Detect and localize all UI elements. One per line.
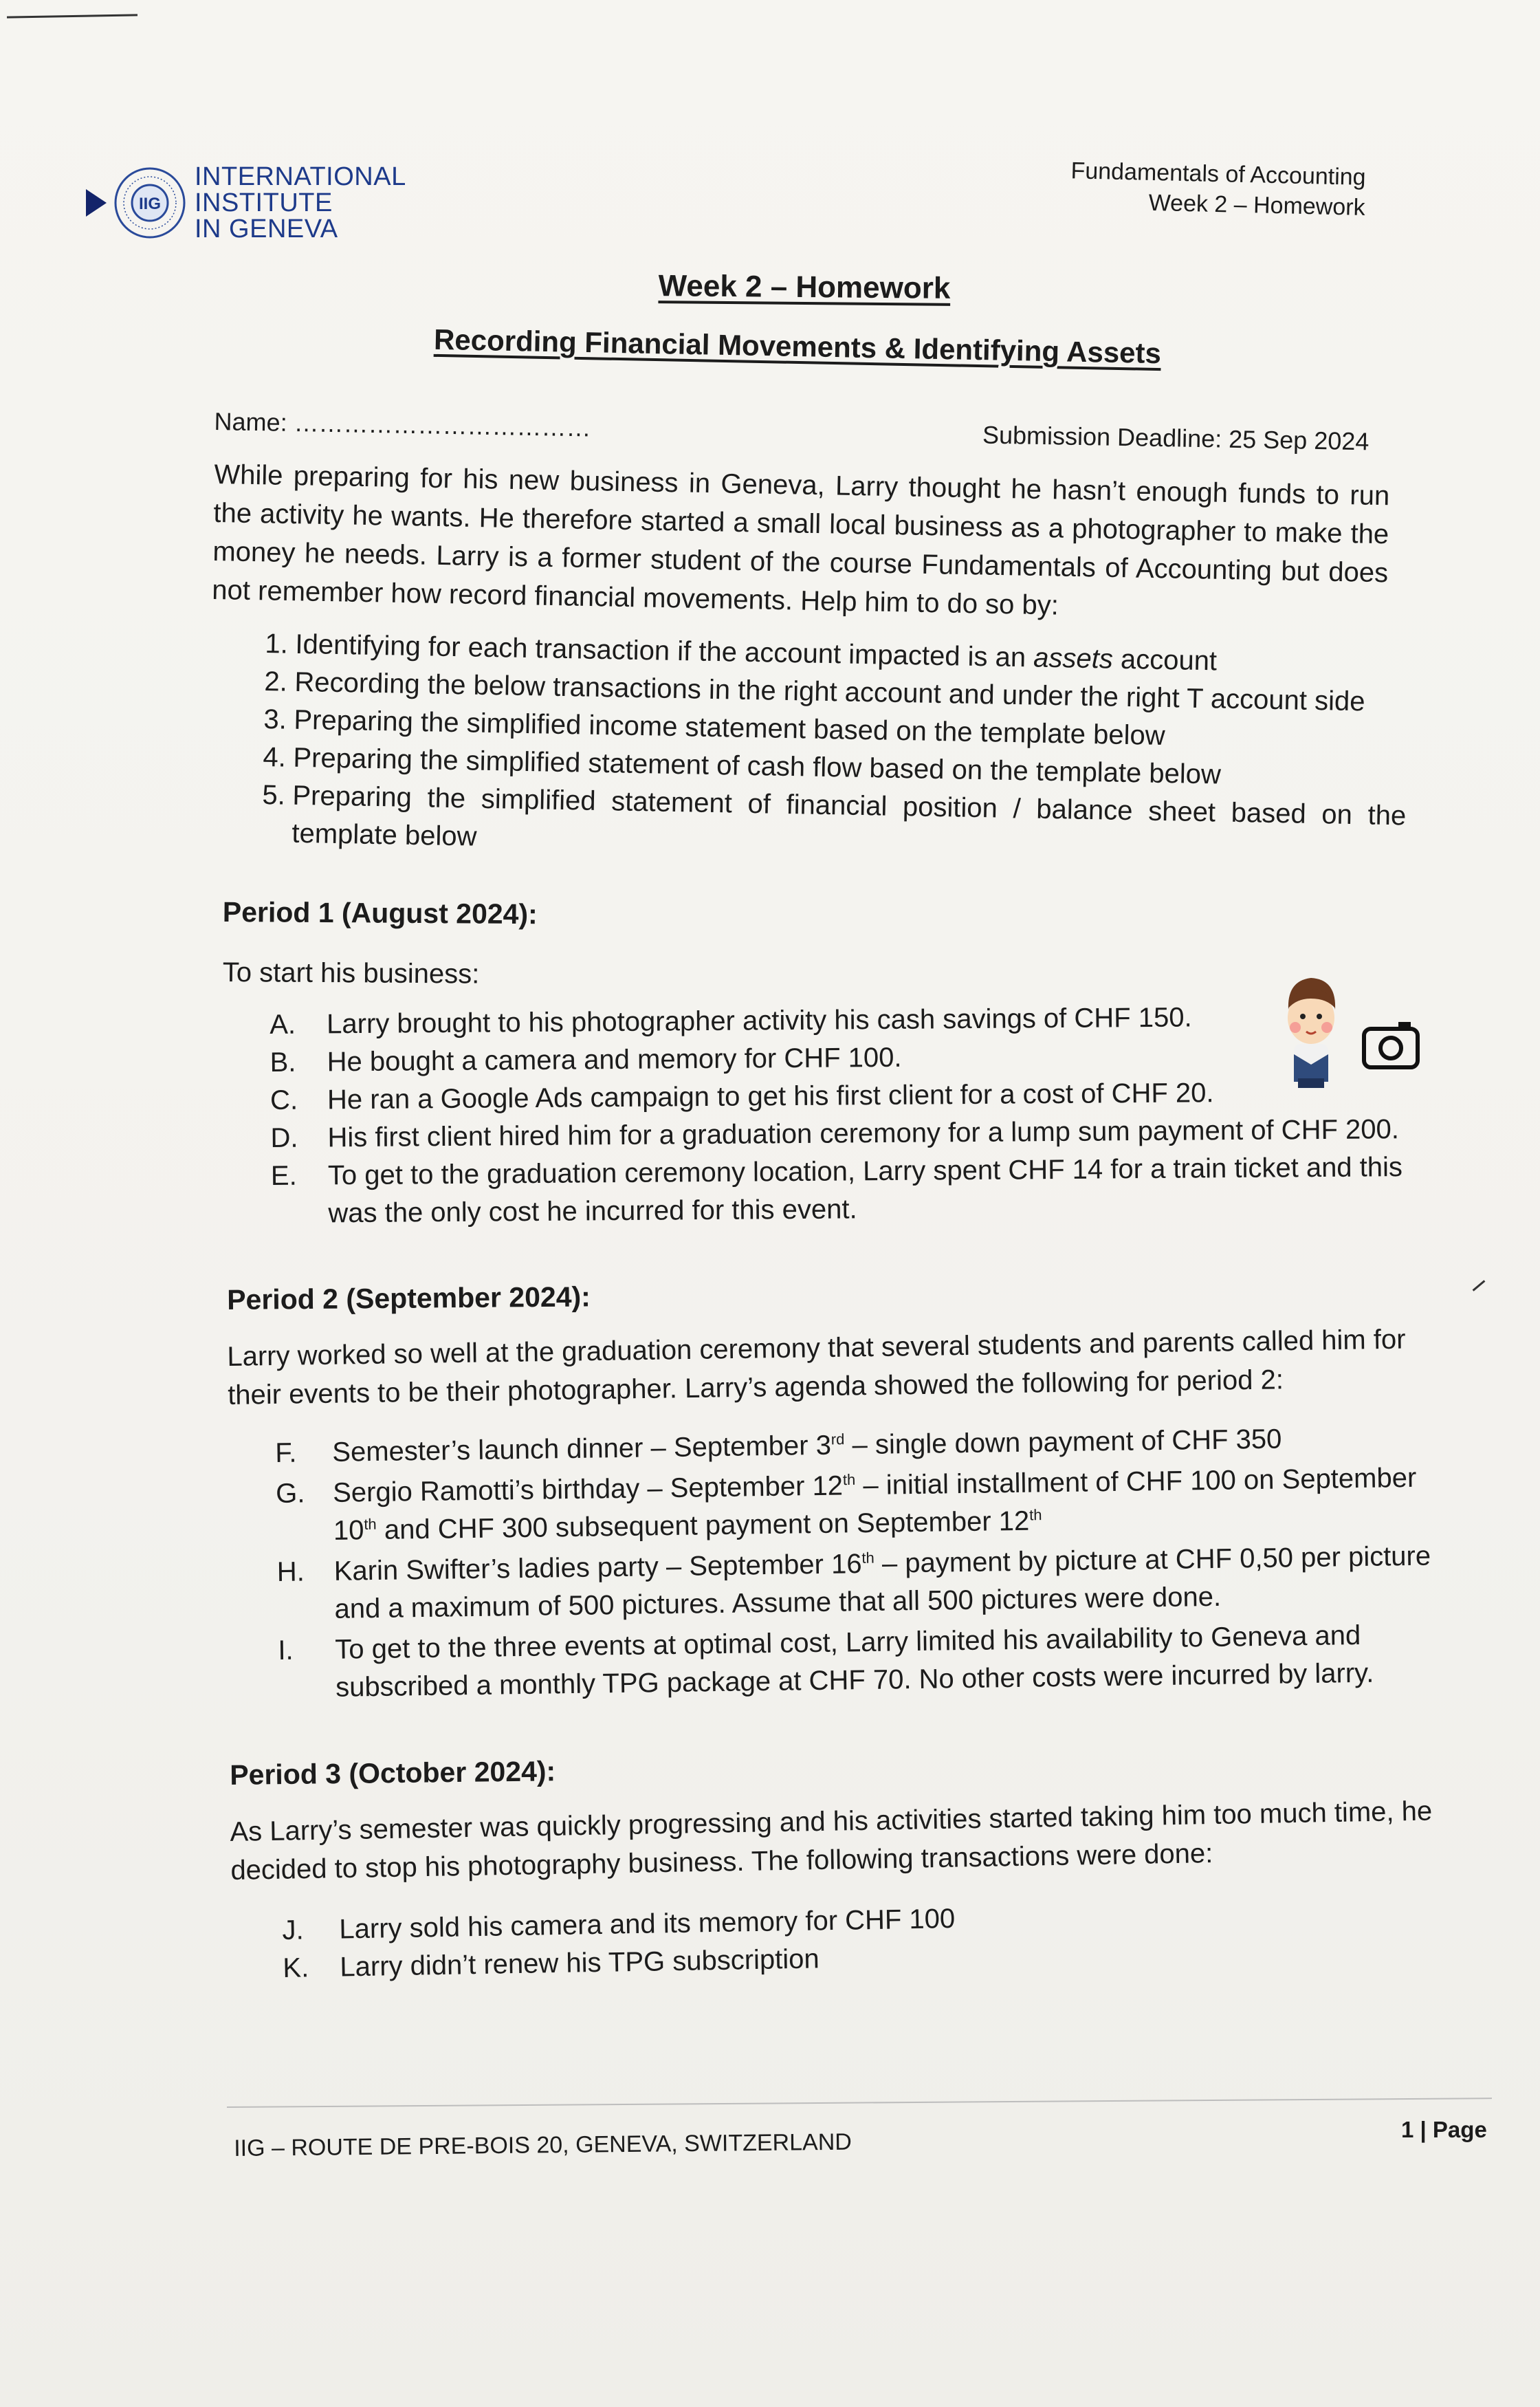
- period-2-heading: Period 2 (September 2024):: [227, 1281, 591, 1316]
- ordinal-suffix: th: [861, 1549, 874, 1567]
- course-subtitle: Week 2 – Homework: [1148, 189, 1365, 221]
- period-2-intro: Larry worked so well at the graduation ceremony that several students and parents called him for their events to be their photographer. Larry’s agenda showed the following for period 2:: [227, 1324, 1406, 1411]
- institute-logo: [86, 164, 406, 242]
- transaction-text: Karin Swifter’s ladies party – September 16: [333, 1549, 862, 1587]
- transaction-letter: H.: [276, 1556, 305, 1587]
- transaction-item: [276, 1459, 1459, 1551]
- period-3-intro: As Larry’s semester was quickly progressing and his activities started taking him too much time, he decided to stop his photography business. The following transactions were done:: [230, 1796, 1433, 1886]
- period-3-intro-block: [230, 1791, 1468, 1890]
- logo-line-2: INSTITUTE: [195, 188, 333, 217]
- ordinal-suffix: th: [842, 1470, 856, 1489]
- name-row: [214, 407, 1369, 456]
- submission-deadline: Submission Deadline: 25 Sep 2024: [982, 420, 1370, 456]
- transaction-text: Larry brought to his photographer activity his cash savings of CHF 150.: [327, 1002, 1192, 1040]
- course-name: Fundamentals of Accounting: [1070, 157, 1366, 190]
- camera-icon: [1361, 1018, 1420, 1070]
- period-2-intro-block: [227, 1320, 1439, 1415]
- page-number: 1 | Page: [1401, 2117, 1487, 2142]
- transaction-text-cont: – single down payment of CHF 350: [844, 1424, 1282, 1461]
- logo-line-1: INTERNATIONAL: [195, 162, 406, 191]
- pen-tick-mark: [1473, 1280, 1486, 1291]
- institute-name: [195, 164, 406, 242]
- logo-arrow-icon: [86, 189, 107, 217]
- period-1-intro: To start his business:: [222, 957, 480, 990]
- transaction-text: Larry sold his camera and its memory for CHF 100: [339, 1903, 956, 1945]
- transaction-item: [278, 1615, 1461, 1708]
- task-text: Preparing the simplified statement of cash flow based on the template below: [293, 742, 1222, 790]
- transaction-text: His first client hired him for a graduation ceremony for a lump sum payment of CHF 200.: [327, 1114, 1400, 1153]
- task-text: Recording the below transactions in the right account and under the right T account side: [294, 666, 1365, 717]
- transaction-text: Semester’s launch dinner – September 3: [332, 1430, 832, 1468]
- task-number: 3.: [263, 704, 287, 735]
- transaction-text: To get to the three events at optimal cost, Larry limited his availability to Geneva and subscribed a monthly TPG package at CHF 70. No other costs were incurred by larry.: [335, 1620, 1374, 1703]
- transaction-text-cont: – initial installment of CHF 100 on September 10: [333, 1462, 1417, 1546]
- task-text: Identifying for each transaction if the account impacted is an: [295, 629, 1034, 673]
- transaction-letter: C.: [270, 1085, 298, 1115]
- ordinal-suffix: rd: [830, 1430, 845, 1448]
- transaction-letter: F.: [275, 1437, 297, 1468]
- period-2-list: [275, 1418, 1461, 1710]
- transaction-letter: A.: [270, 1009, 296, 1040]
- transaction-letter: K.: [283, 1952, 309, 1983]
- transaction-text-cont: and CHF 300 subsequent payment on September 12: [376, 1505, 1030, 1545]
- task-list: [223, 624, 1409, 873]
- transaction-text-cont: – payment by picture at CHF 0,50 per picture and a maximum of 500 pictures. Assume that all 500 pictures were done.: [334, 1540, 1431, 1624]
- transaction-text: To get to the graduation ceremony location, Larry spent CHF 14 for a train ticket and this was the only cost he incurred for this event.: [327, 1152, 1403, 1229]
- transaction-item: [271, 1148, 1440, 1233]
- transaction-text: He bought a camera and memory for CHF 100.: [327, 1042, 902, 1078]
- seal-text: IIG: [138, 195, 162, 213]
- transaction-letter: E.: [270, 1160, 297, 1191]
- task-text: Preparing the simplified statement of financial position / balance sheet based on the template below: [292, 780, 1407, 852]
- transaction-text: He ran a Google Ads campaign to get his first client for a cost of CHF 20.: [327, 1078, 1214, 1115]
- logo-line-3: IN GENEVA: [195, 215, 338, 243]
- course-header: [1070, 155, 1366, 223]
- page-title: Week 2 – Homework: [658, 269, 951, 305]
- task-emphasis: assets: [1033, 642, 1114, 675]
- transaction-item: [276, 1537, 1460, 1629]
- period-3-heading: Period 3 (October 2024):: [230, 1755, 556, 1791]
- footer-divider: [227, 2098, 1492, 2108]
- transaction-letter: I.: [278, 1635, 294, 1666]
- pen-mark: [7, 14, 138, 18]
- task-text: Preparing the simplified income statement based on the template below: [294, 704, 1166, 752]
- name-field: Name: ………………………………: [214, 407, 591, 442]
- period-3-list: [282, 1895, 1246, 1987]
- transaction-letter: G.: [275, 1478, 305, 1509]
- transaction-text: Sergio Ramotti’s birthday – September 12: [332, 1470, 844, 1508]
- transaction-letter: J.: [282, 1915, 304, 1946]
- task-number: 1.: [265, 629, 289, 660]
- transaction-text: Larry didn’t renew his TPG subscription: [340, 1943, 820, 1983]
- institute-seal-icon: [112, 165, 188, 241]
- period-1-heading: Period 1 (August 2024):: [222, 896, 538, 930]
- transaction-letter: D.: [270, 1122, 298, 1153]
- task-text-end: account: [1112, 644, 1218, 677]
- task-number: 2.: [264, 666, 288, 697]
- footer-address: IIG – ROUTE DE PRE-BOIS 20, GENEVA, SWITZERLAND: [234, 2128, 852, 2161]
- intro-paragraph: [212, 455, 1390, 631]
- task-number: 4.: [263, 741, 287, 773]
- ordinal-suffix: th: [1028, 1506, 1042, 1524]
- photographer-figure-icon: [1273, 968, 1349, 1089]
- page-subtitle: Recording Financial Movements & Identifying Assets: [433, 323, 1162, 370]
- transaction-letter: B.: [270, 1047, 296, 1078]
- intro-text: While preparing for his new business in Geneva, Larry thought he hasn’t enough funds to run the activity he wants. He therefore started a small local business as a photographer to make the money he needs. Larry is a former student of the course Fundamentals of Accounting but does not remember how record financial movements. Help him to do so by:: [212, 459, 1390, 621]
- ordinal-suffix: th: [364, 1515, 377, 1533]
- task-number: 5.: [262, 779, 286, 811]
- period-1-list: [270, 997, 1440, 1233]
